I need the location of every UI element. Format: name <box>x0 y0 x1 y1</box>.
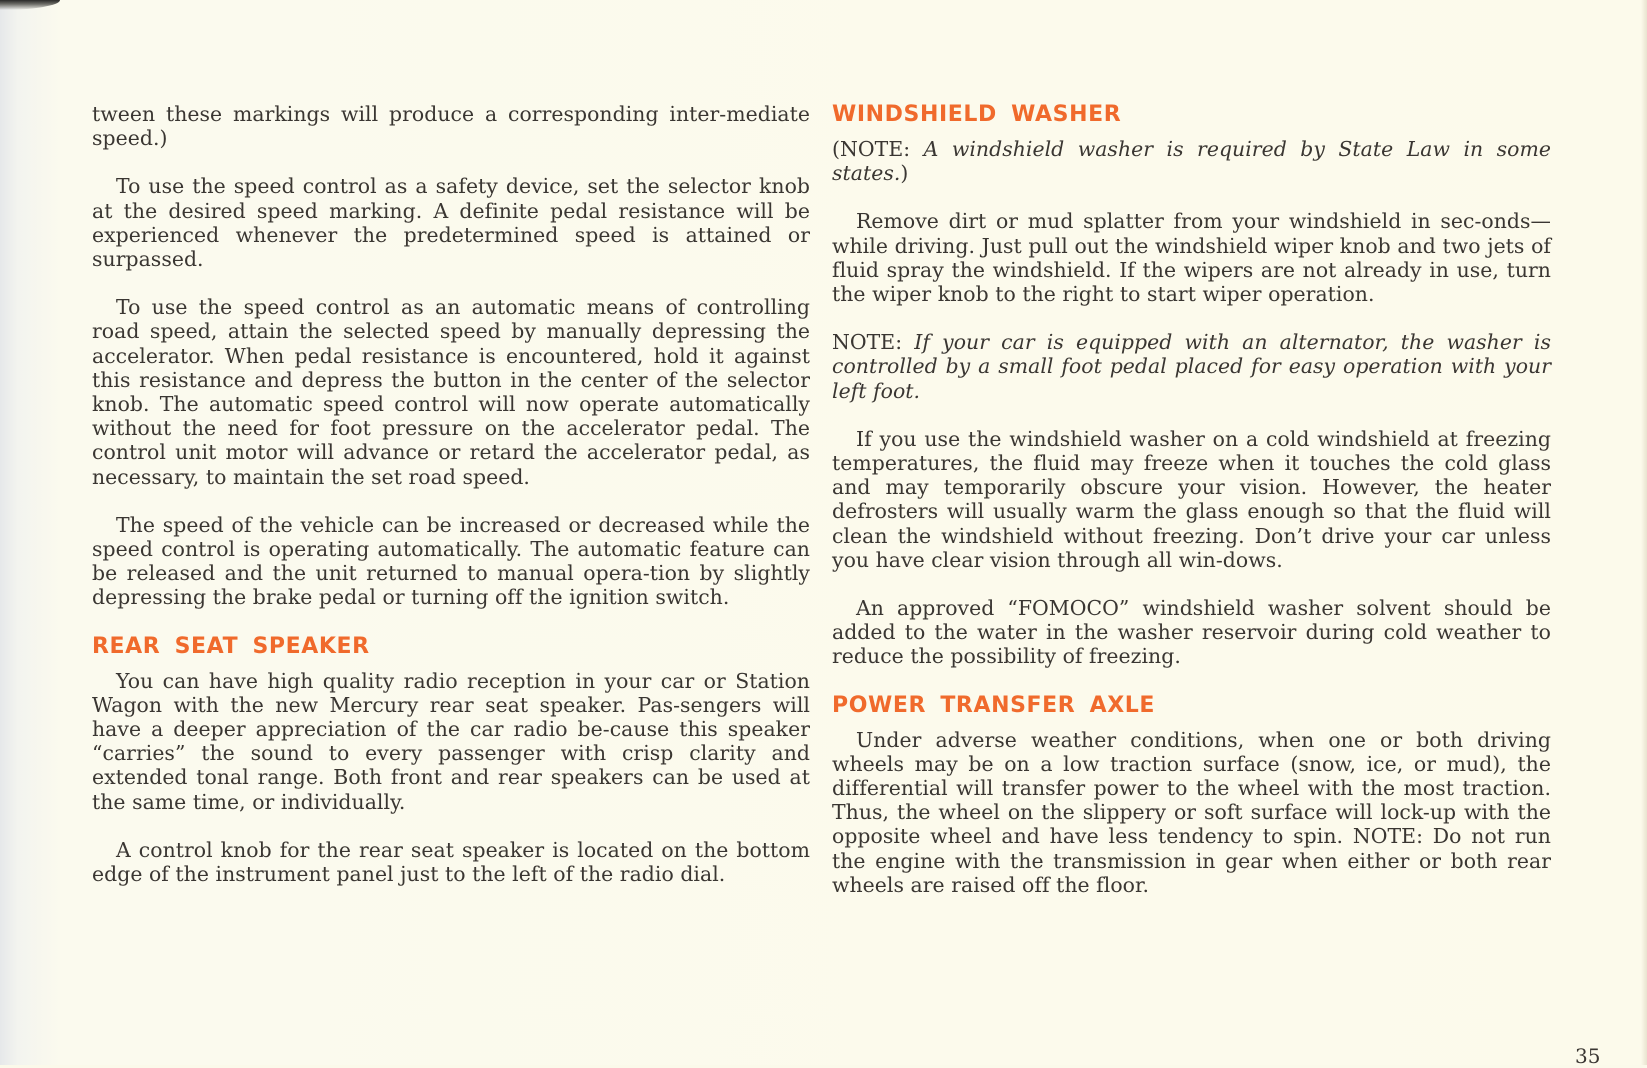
paragraph-washer-usage: Remove dirt or mud splatter from your windshield in sec-onds—while driving. Just pull out the windshield wiper knob and two jets of fluid spray the windshield. If the wipers are not already in use, turn the wiper knob to the right to start wiper operation. <box>832 209 1551 307</box>
paragraph-speaker-intro: You can have high quality radio reception in your car or Station Wagon with the new Mercury rear seat speaker. Pas-sengers will have a deeper appreciation of the car radio be-cause this speaker “carries” the sound to every passenger with crisp clarity and extended tonal range. Both front and rear speakers can be used at the same time, or individually. <box>92 668 810 814</box>
section-heading: POWER TRANSFER AXLE <box>832 692 1156 718</box>
section-rear-seat-speaker <box>92 634 810 887</box>
left-column <box>92 102 810 886</box>
section-power-transfer-axle <box>832 693 1551 897</box>
paragraph-speaker-knob: A control knob for the rear seat speaker is located on the bottom edge of the instrument panel just to the left of the radio dial. <box>92 837 810 887</box>
note-italic-text: A windshield washer is required by State Law in some states. <box>832 137 1551 186</box>
page-edge <box>1641 0 1647 1065</box>
paragraph-axle: Under adverse weather conditions, when one or both driving wheels may be on a low traction surface (snow, ice, or mud), the differential will transfer power to the wheel with the most traction. Thus, the wheel on the slippery or soft surface will lock-up with the opposite wheel and have less tendency to spin. NOTE: Do not run the engine with the transmission in gear when either or both rear wheels are raised off the floor. <box>832 727 1551 897</box>
paragraph-speed-adjust: The speed of the vehicle can be increased or decreased while the speed control is operating automatically. The automatic feature can be released and the unit returned to manual opera-tion by slightly depressing the brake pedal or turning off the ignition switch. <box>92 512 810 610</box>
section-heading: REAR SEAT SPEAKER <box>92 633 370 659</box>
note-open: (NOTE: <box>832 137 924 161</box>
paragraph-safety-device: To use the speed control as a safety device, set the selector knob at the desired speed marking. A definite pedal resistance will be experienced whenever the predetermined speed is attained or surpassed. <box>92 174 810 272</box>
continued-paragraph: tween these markings will produce a corresponding inter-mediate speed.) <box>92 102 810 151</box>
section-heading: WINDSHIELD WASHER <box>832 102 1122 127</box>
paragraph-solvent: An approved “FOMOCO” windshield washer solvent should be added to the water in the washer reservoir during cold weather to reduce the possibility of freezing. <box>832 596 1551 669</box>
note-close: ) <box>900 161 909 186</box>
right-column <box>832 102 1551 897</box>
page-corner-shadow <box>0 0 60 10</box>
section-windshield-washer <box>832 102 1551 669</box>
paragraph-automatic-control: To use the speed control as an automatic means of controlling road speed, attain the selected speed by manually depressing the accelerator. When pedal resistance is encountered, hold it against this resistance and depress the button in the center of the selector knob. The automatic speed control will now operate automatically without the need for foot pressure on the accelerator pedal. The control unit motor will advance or retard the accelerator pedal, as necessary, to maintain the set road speed. <box>92 295 810 489</box>
note-alternator <box>832 330 1551 403</box>
paragraph-cold-weather: If you use the windshield washer on a cold windshield at freezing temperatures, the fluid may freeze when it touches the cold glass and may temporarily obscure your vision. However, the heater defrosters will usually warm the glass enough so that the fluid will clean the windshield without freezing. Don’t drive your car unless you have clear vision through all win-dows. <box>832 426 1551 572</box>
page-number: 35 <box>1575 1044 1601 1068</box>
note-italic-text: If your car is equipped with an alternator, the washer is controlled by a small foot pedal placed for easy operation with your left foot. <box>832 330 1551 403</box>
note-label: NOTE: <box>832 330 915 355</box>
note-state-law <box>832 137 1551 185</box>
